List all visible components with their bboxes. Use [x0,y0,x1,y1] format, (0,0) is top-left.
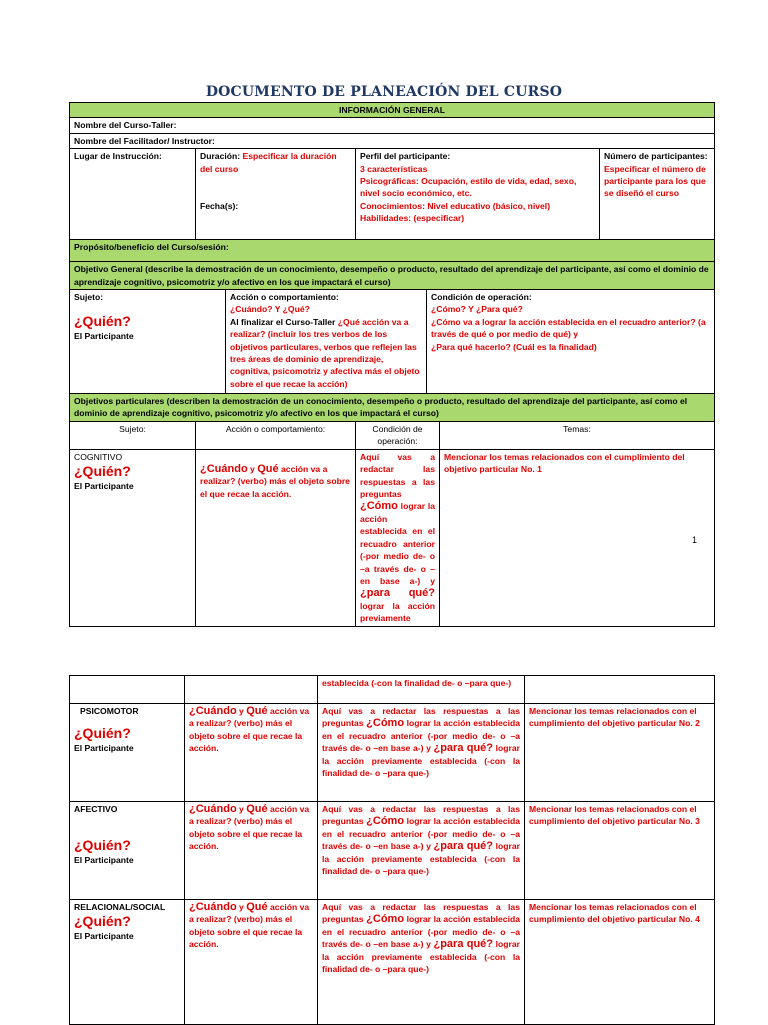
condition-text-b: lograr la acción establecida en el recuadro anterior (-por medio de- o –a través de- o –en base a-) y [322,816,521,852]
participants-cell [600,149,715,240]
condition-text-c: lograr la acción previamente [322,939,520,962]
subject-cell [70,290,226,394]
condition-text-a: Aquí vas a redactar las respuestas a las preguntas [360,451,435,500]
condition-text-cont: establecida (-con la finalidad de- o –para que-) [322,853,520,877]
condition-affective-cell [318,802,525,900]
topics-affective-cell: Mencionar los temas relacionados con el cumplimiento del objetivo particular No. 3 [525,802,715,900]
condition-psychomotor-cell [318,704,525,802]
duration-value: Especificar la duración del curso [200,151,337,174]
action-description: acción va a realizar? (verbo) más el objeto sobre el que recae la acción. [189,902,310,950]
action-relational-cell [185,900,318,1025]
action-cell [226,290,427,394]
planning-table-page2 [69,675,715,1025]
condition-continuation-cell: establecida (-con la finalidad de- o –para que-) [318,676,525,704]
what-for-text: ¿para qué? [433,840,494,853]
participant-label: El Participante [74,855,134,866]
condition-text-b: lograr la acción establecida en el recuadro anterior (-por medio de- o –a través de- o –en base a-) y [322,914,521,950]
condition-line: ¿Cómo va a lograr la acción establecida en el recuadro anterior? (a través de qué o por medio de qué) y [431,316,706,340]
subject-psychomotor-cell [70,704,185,802]
and-text: y [236,706,247,716]
subject-relational-cell [70,900,185,1025]
subject-label: Sujeto: [74,292,104,303]
header-subject: Sujeto: [70,422,196,450]
subject-affective-cell [70,802,185,900]
what-for-text: ¿para qué? [360,587,435,600]
participant-label: El Participante [74,481,134,492]
condition-text-a: Aquí vas a redactar las respuestas a las preguntas [322,804,520,827]
particular-objectives-row: Objetivos particulares (describen la demostración de un conocimiento, desempeño o producto, resultado del aprendizaje del participante, así como el dominio de aprendizaje cognitivo, psicomotriz y/o afectivo en los que impactará el curso) [70,394,715,422]
purpose-row: Propósito/beneficio del Curso/sesión: [70,240,715,262]
profile-line: Habilidades: (especificar) [360,213,465,224]
action-description: acción va a realizar? (verbo) más el objeto sobre el que recae la acción. [200,463,350,499]
location-field: Lugar de Instrucción: [70,149,196,240]
duration-cell [196,149,356,240]
condition-relational-cell [318,900,525,1025]
condition-line: ¿Para qué hacerlo? (Cuál es la finalidad) [431,341,597,352]
condition-text-b: lograr la acción establecida en el recuadro anterior (-por medio de- o –a través de- o –en base a-) y [322,718,521,754]
condition-cell [427,290,715,394]
who-question: ¿Quién? [74,463,131,480]
who-question: ¿Quién? [74,837,131,854]
header-topics: Temas: [440,422,715,450]
empty-action-cell [185,676,318,704]
empty-subject-cell [70,676,185,704]
domain-relational: RELACIONAL/SOCIAL [74,902,166,912]
condition-text-cont: establecida (-con la finalidad de- o –para que-) [322,951,520,975]
when-text: ¿Cuándo [189,705,237,717]
when-text: ¿Cuándo [189,803,237,815]
what-text: Qué [246,705,268,717]
condition-label: Condición de operación: [431,292,532,303]
how-text: ¿Cómo [366,717,405,730]
page-number: 1 [692,535,698,545]
action-text [230,316,422,390]
participant-label: El Participante [74,931,134,942]
how-text: ¿Cómo [360,500,398,513]
condition-text-c: lograr la acción previamente [360,600,435,624]
who-question: ¿Quién? [74,313,131,330]
facilitator-field: Nombre del Facilitador/ Instructor: [70,133,715,148]
course-name-field: Nombre del Curso-Taller: [70,118,715,133]
action-text-a: Al finalizar el Curso-Taller [230,316,336,327]
profile-cell [356,149,600,240]
what-for-text: ¿para qué? [433,938,494,951]
action-affective-cell [185,802,318,900]
participants-label: Número de participantes: [604,151,708,162]
participants-value: Especificar el número de participante para los que se diseñó el curso [604,163,706,199]
condition-text-a: Aquí vas a redactar las respuestas a las preguntas [322,706,520,729]
condition-text-c: lograr la acción previamente [322,743,520,766]
planning-table-page1 [69,102,715,627]
who-question: ¿Quién? [74,913,131,930]
action-label: Acción o comportamiento: [230,292,339,303]
condition-text-cont: establecida (-con la finalidad de- o –para que-) [322,755,520,779]
participant-label: El Participante [74,743,134,754]
when-text: ¿Cuándo [200,462,248,475]
document-title: DOCUMENTO DE PLANEACIÓN DEL CURSO [205,84,563,100]
action-description: acción va a realizar? (verbo) más el objeto sobre el que recae la acción. [189,706,310,754]
header-action: Acción o comportamiento: [196,422,356,450]
when-text: ¿Cuándo [189,901,237,913]
who-question: ¿Quién? [74,725,131,742]
profile-line: 3 características [360,163,428,174]
domain-affective: AFECTIVO [74,804,118,814]
topics-cognitive-cell: Mencionar los temas relacionados con el cumplimiento del objetivo particular No. 1 [440,449,715,626]
and-text: y [247,463,258,474]
what-text: Qué [246,803,268,815]
header-condition: Condición de operación: [356,422,440,450]
profile-line: Conocimientos: Nivel educativo (básico, nivel) [360,200,551,211]
what-text: Qué [257,462,279,475]
empty-topics-cell [525,676,715,704]
action-psychomotor-cell [185,704,318,802]
what-for-text: ¿para qué? [433,742,494,755]
participant-label: El Participante [74,331,134,342]
date-label: Fecha(s): [200,201,239,212]
action-cognitive-cell [196,449,356,626]
subject-cognitive-cell [70,449,196,626]
action-text-b: ¿Qué acción va a realizar? (incluir los tres verbos de los objetivos particulares, verbos que reflejen las tres áreas de dominio de aprendizaje, cognitiva, psicomotriz y afectiva más el objeto sobre el que recae la acción) [230,316,420,389]
and-text: y [236,804,247,814]
section-header-general: INFORMACIÓN GENERAL [70,103,715,118]
condition-cognitive-cell [356,449,440,626]
condition-text-b: lograr la acción establecida en el recuadro anterior (-por medio de- o –a través de- o –en base a-) y [360,501,435,586]
action-description: acción va a realizar? (verbo) más el objeto sobre el que recae la acción. [189,804,310,852]
domain-psychomotor: PSICOMOTOR [80,706,139,716]
action-question: ¿Cuándo? Y ¿Qué? [230,304,310,315]
condition-text-a: Aquí vas a redactar las respuestas a las preguntas [322,902,520,925]
how-text: ¿Cómo [366,815,405,828]
condition-line: ¿Cómo? Y ¿Para qué? [431,304,523,315]
profile-line: Psicográficas: Ocupación, estilo de vida, edad, sexo, nivel socio económico, etc. [360,176,577,199]
profile-label: Perfil del participante: [360,151,451,162]
general-objective-row: Objetivo General (describe la demostración de un conocimiento, desempeño o producto, resultado del aprendizaje del participante, así como el dominio de aprendizaje cognitivo, psicomotriz y/o afectivo en los que impactará el curso) [70,262,715,290]
domain-cognitive: COGNITIVO [74,451,123,462]
duration-label: Duración: [200,151,241,162]
and-text: y [236,902,247,912]
condition-text-c: lograr la acción previamente [322,841,520,864]
topics-relational-cell: Mencionar los temas relacionados con el cumplimiento del objetivo particular No. 4 [525,900,715,1025]
what-text: Qué [246,901,268,913]
topics-psychomotor-cell: Mencionar los temas relacionados con el cumplimiento del objetivo particular No. 2 [525,704,715,802]
how-text: ¿Cómo [366,913,405,926]
